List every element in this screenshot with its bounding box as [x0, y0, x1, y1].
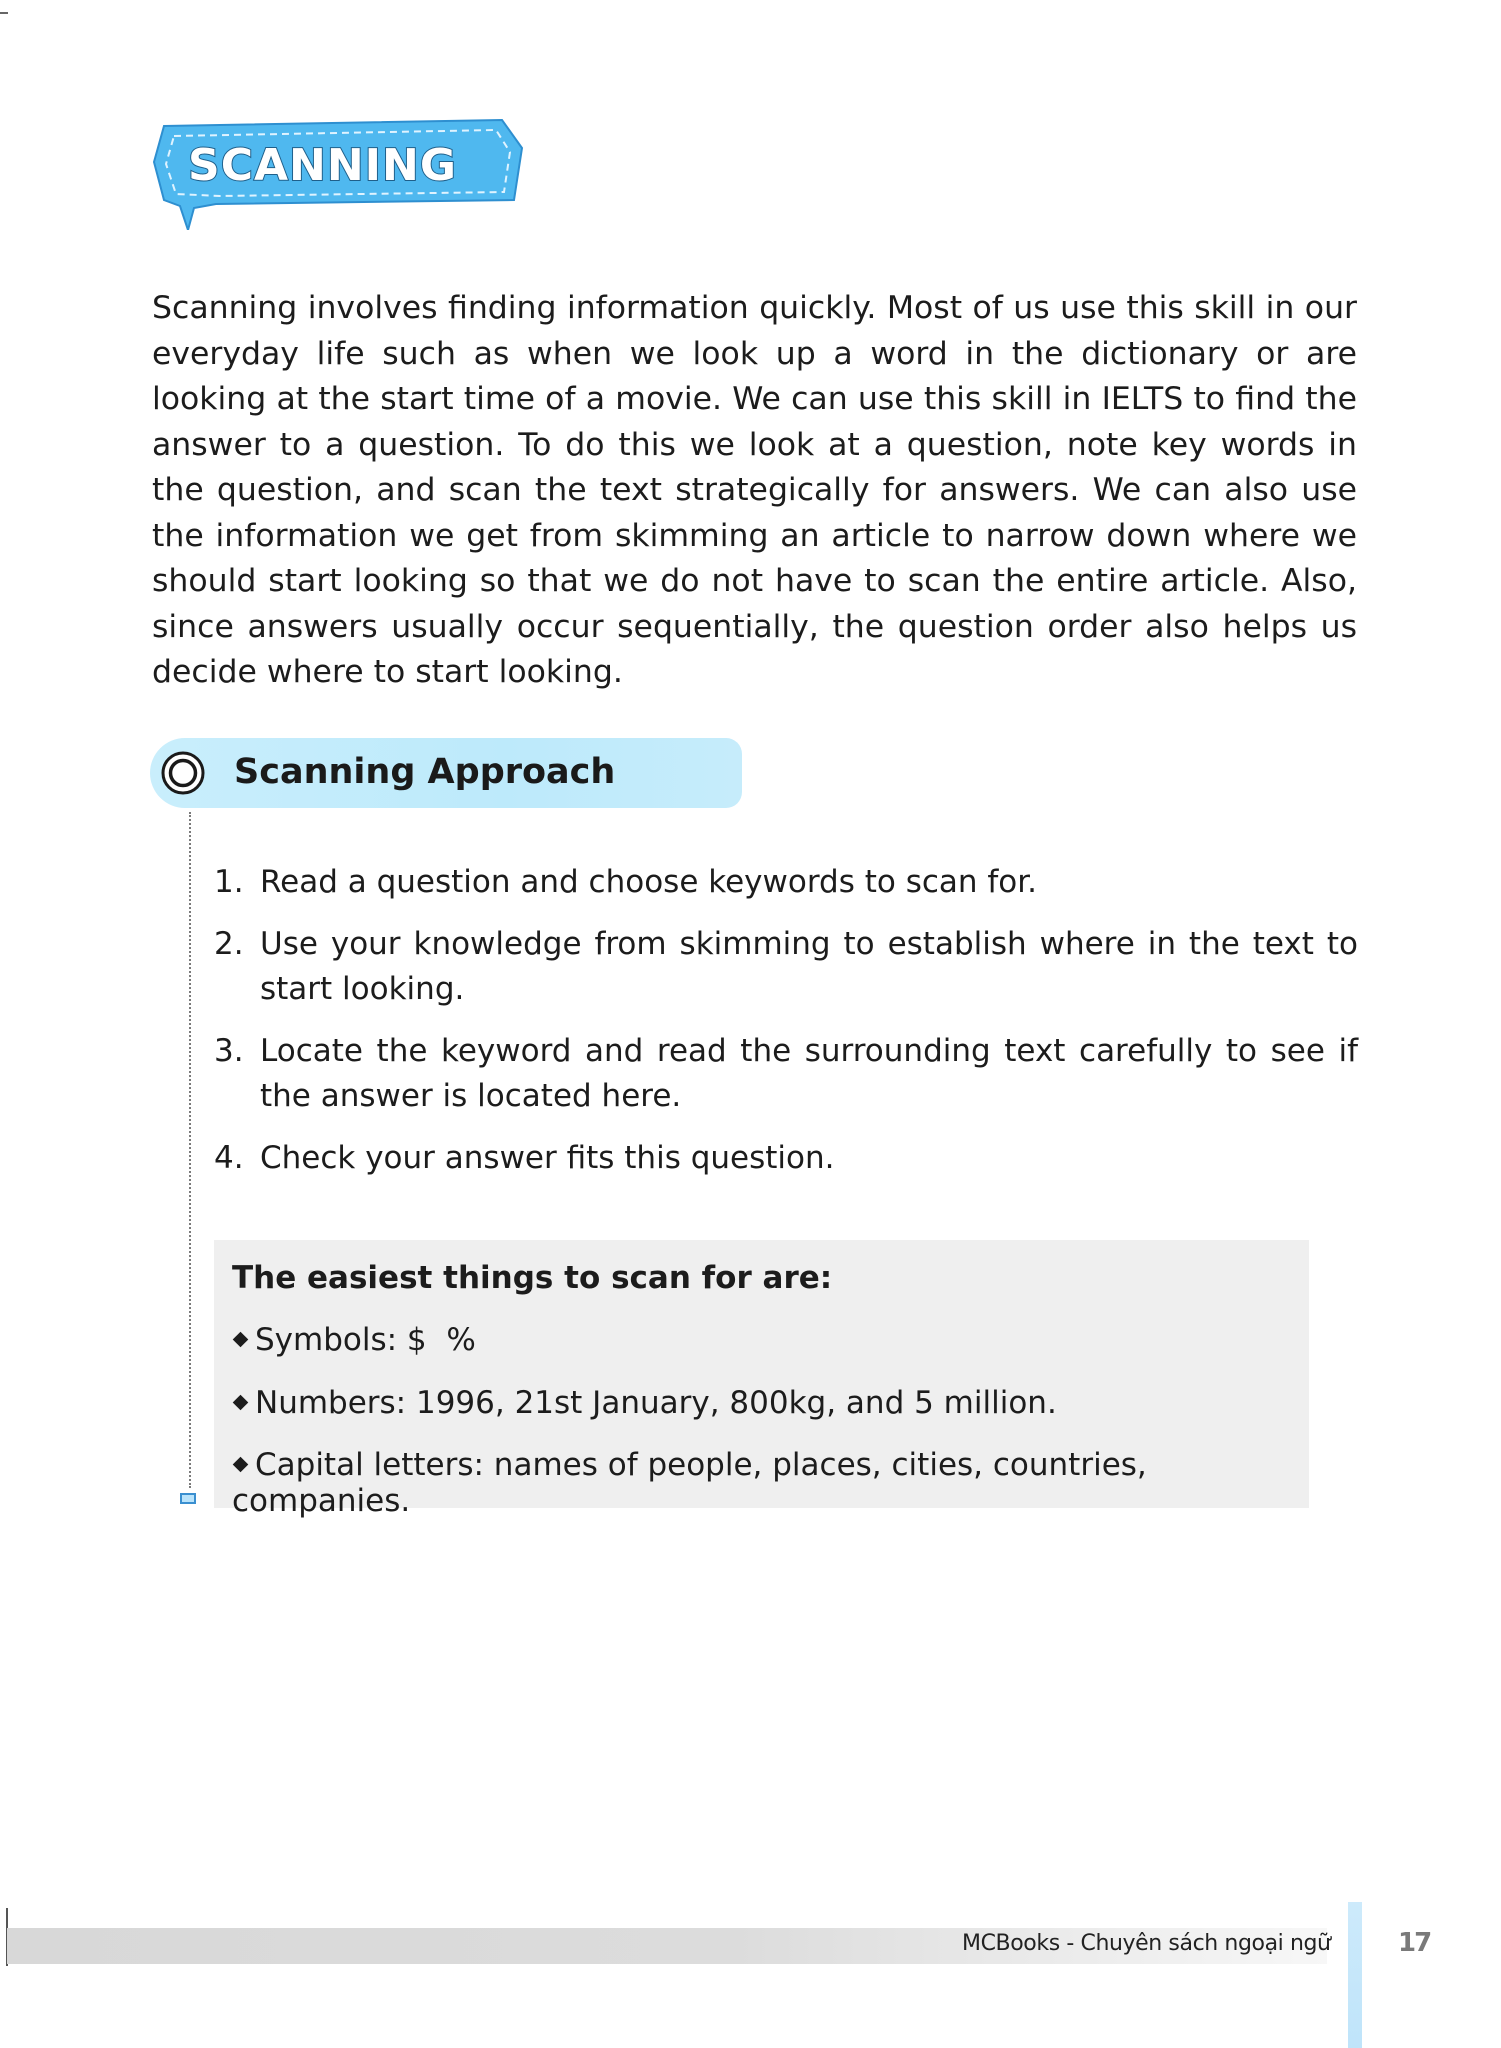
footer-blue-strip — [1348, 1902, 1362, 2048]
tip-box — [214, 1240, 1309, 1519]
step-number: 1. — [214, 864, 244, 900]
tip-item-text: Capital letters: names of people, places, cities, countries, companies. — [232, 1447, 1147, 1519]
tip-item-text: Numbers: 1996, 21st January, 800kg, and 5 million. — [255, 1385, 1057, 1421]
list-item — [214, 1136, 1358, 1181]
diamond-bullet-icon — [233, 1456, 249, 1472]
footer-publisher: MCBooks - Chuyên sách ngoại ngữ — [962, 1931, 1331, 1956]
page-edge-mark — [0, 12, 8, 14]
step-number: 4. — [214, 1140, 244, 1176]
list-item — [214, 922, 1358, 1012]
step-text: Read a question and choose keywords to scan for. — [260, 864, 1038, 900]
rail-end-marker — [180, 1493, 196, 1504]
approach-steps — [214, 860, 1358, 1198]
tip-item-symbols — [232, 1322, 476, 1358]
approach-heading: Scanning Approach — [234, 752, 616, 792]
step-text: Locate the keyword and read the surrounding text carefully to see if the answer is located here. — [260, 1033, 1358, 1114]
step-text: Use your knowledge from skimming to establish where in the text to start looking. — [260, 926, 1358, 1007]
tip-item-capitals — [232, 1447, 1309, 1519]
tip-item-text: Symbols: $ % — [255, 1322, 476, 1358]
target-icon — [160, 750, 206, 796]
diamond-bullet-icon — [233, 1331, 249, 1347]
dotted-rail — [189, 812, 191, 1488]
step-number: 3. — [214, 1033, 244, 1069]
step-number: 2. — [214, 926, 244, 962]
list-item — [214, 1029, 1358, 1119]
page-number: 17 — [1398, 1928, 1431, 1958]
section-title: SCANNING — [188, 140, 457, 191]
section-badge — [150, 118, 526, 230]
list-item — [214, 860, 1358, 905]
step-text: Check your answer fits this question. — [260, 1140, 835, 1176]
intro-paragraph: Scanning involves finding information quickly. Most of us use this skill in our everyday life such as when we look up a word in the dictionary or are looking at the start time of a movie. We can use this skill in IELTS to find the answer to a question. To do this we look at a question, note key words in the question, and scan the text strategically for answers. We can also use the information we get from skimming an article to narrow down where we should start looking so that we do not have to scan the entire article. Also, since answers usually occur sequentially, the question order also helps us decide where to start looking. — [152, 290, 1357, 690]
tip-title: The easiest things to scan for are: — [232, 1260, 833, 1296]
diamond-bullet-icon — [233, 1394, 249, 1410]
tip-item-numbers — [232, 1385, 1057, 1421]
